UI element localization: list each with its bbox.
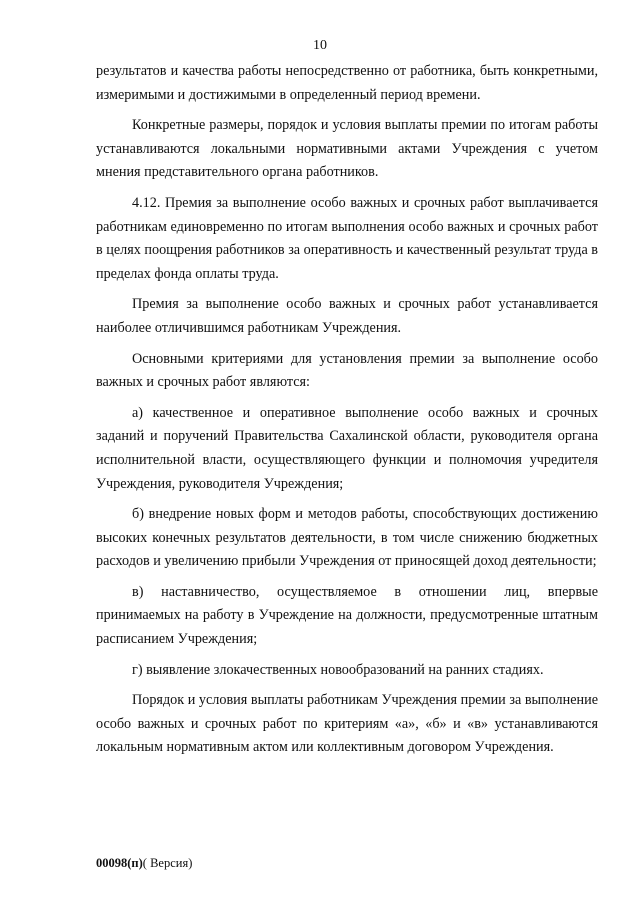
- paragraph: Конкретные размеры, порядок и условия выплаты премии по итогам работы устанавливаются локальными нормативными актами Учреждения с учетом мнения представительного органа работников.: [96, 117, 598, 181]
- paragraph: 4.12. Премия за выполнение особо важных и срочных работ выплачивается работникам единовременно по итогам выполнения особо важных и срочных работ в целях поощрения работников за оперативность и качественный результат труда в пределах фонда оплаты труда.: [96, 194, 598, 282]
- version-label: ( Версия): [142, 856, 193, 870]
- paragraph: Премия за выполнение особо важных и срочных работ устанавливается наиболее отличившимся работникам Учреждения.: [96, 296, 598, 336]
- list-item: г) выявление злокачественных новообразований на ранних стадиях.: [132, 661, 544, 678]
- footer-document-code: [96, 856, 192, 871]
- list-item: б) внедрение новых форм и методов работы, способствующих достижению высоких конечных результатов деятельности, в том числе снижению бюджетных расходов и увеличению прибыли Учреждения от приносящей доход деятельности;: [96, 506, 598, 570]
- paragraph: результатов и качества работы непосредственно от работника, быть конкретными, измеримыми и достижимыми в определенный период времени.: [96, 63, 598, 103]
- paragraph: Порядок и условия выплаты работникам Учреждения премии за выполнение особо важных и срочных работ по критериям «а», «б» и «в» устанавливаются локальным нормативным актом или коллективным договором Учреждения.: [96, 692, 598, 756]
- paragraph: Основными критериями для установления премии за выполнение особо важных и срочных работ являются:: [96, 350, 598, 391]
- list-item: в) наставничество, осуществляемое в отношении лиц, впервые принимаемых на работу в Учреждение на должности, предусмотренные штатным расписанием Учреждения;: [96, 583, 598, 648]
- page-number: 10: [313, 38, 327, 53]
- document-code: 00098(п): [96, 856, 143, 870]
- list-item: а) качественное и оперативное выполнение особо важных и срочных заданий и поручений Правительства Сахалинской области, руководителя органа исполнительной власти, осуществляющего функции и полномочия учредителя Учреждения, руководителя Учреждения;: [96, 404, 598, 492]
- document-body: [96, 60, 598, 767]
